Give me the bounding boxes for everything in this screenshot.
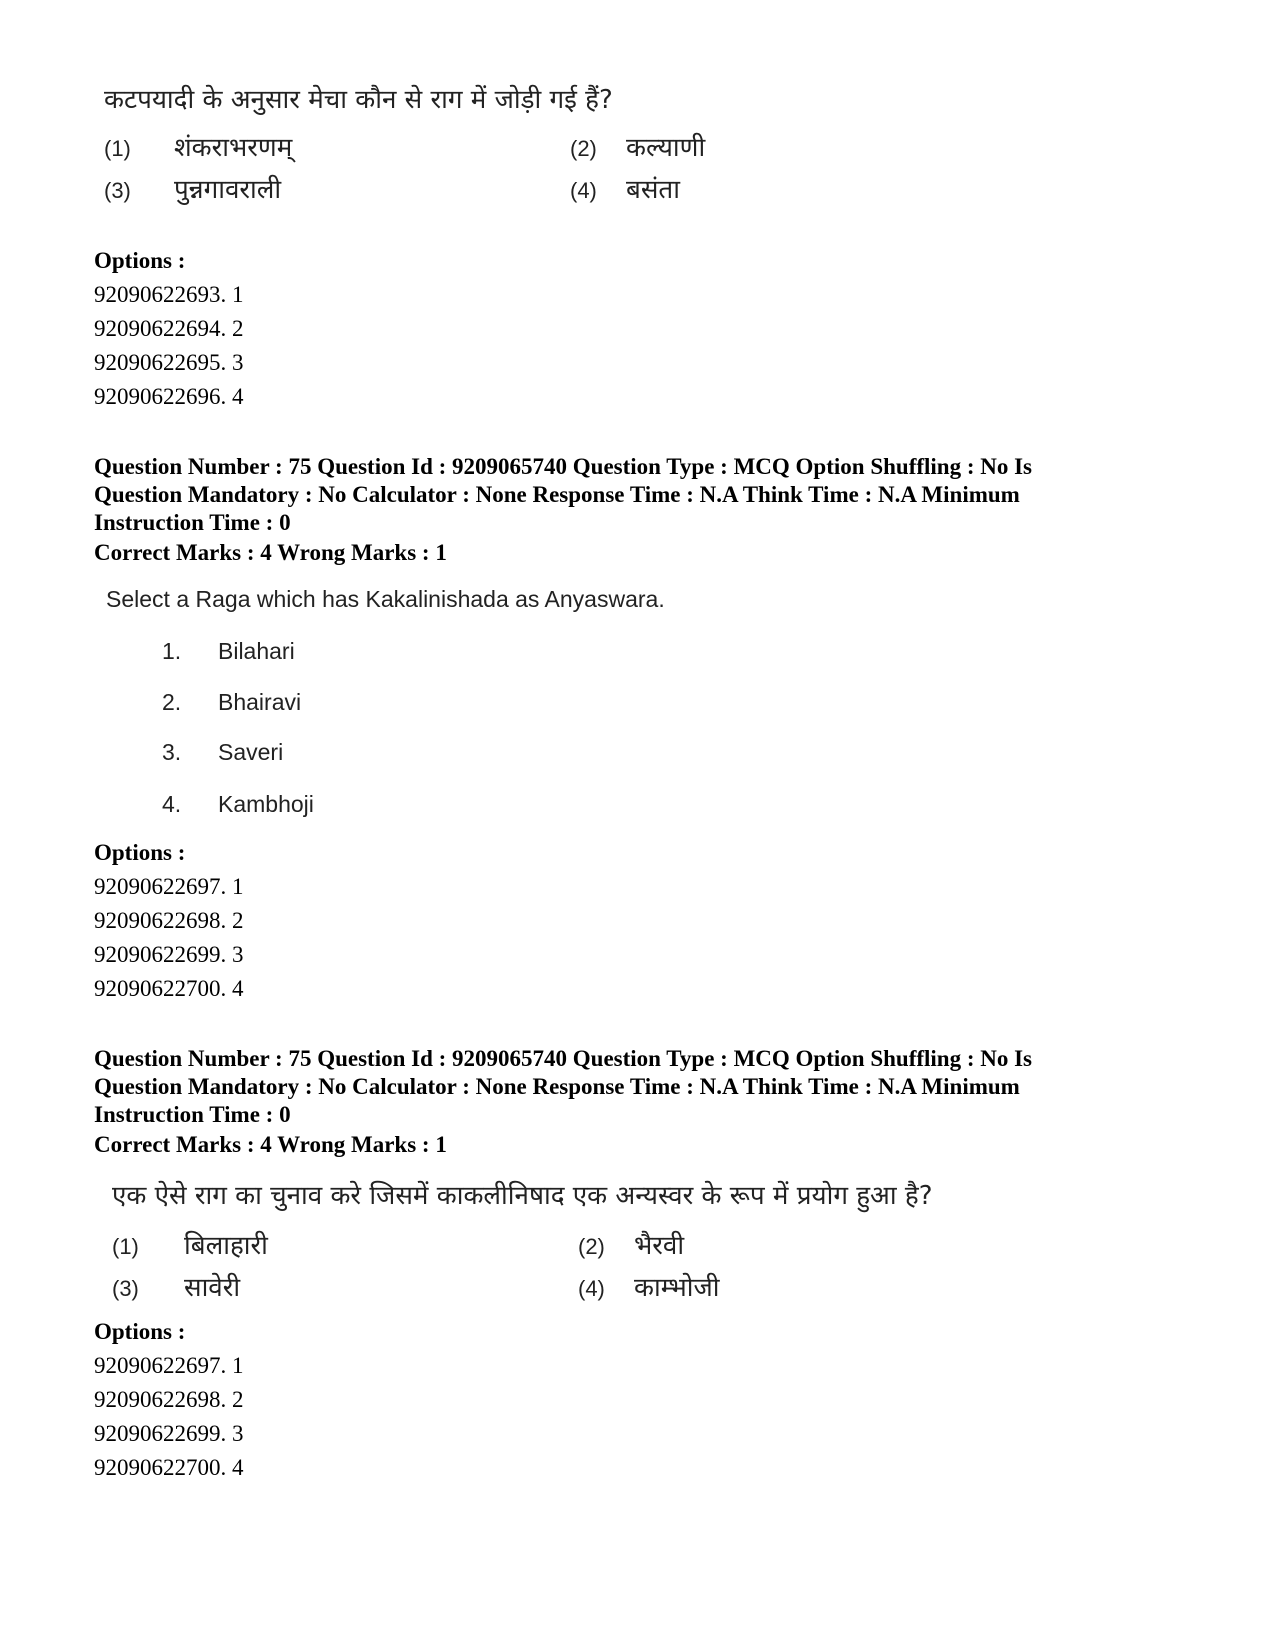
- option-line: 92090622700. 4: [94, 976, 244, 1001]
- choice-number: (1): [104, 136, 131, 161]
- marks-line: Correct Marks : 4 Wrong Marks : 1: [94, 1132, 447, 1157]
- choice-number: (4): [578, 1276, 605, 1301]
- meta-line: Question Mandatory : No Calculator : None Response Time : N.A Think Time : N.A Minimum: [94, 1074, 1020, 1099]
- option-line: 92090622696. 4: [94, 384, 244, 409]
- choice-text: Bilahari: [218, 638, 295, 664]
- option-line: 92090622699. 3: [94, 1421, 244, 1446]
- choice-number: (1): [112, 1234, 139, 1259]
- question-text-hindi: कटपयादी के अनुसार मेचा कौन से राग में जोड़ी गई हैं?: [104, 85, 613, 115]
- marks-line: Correct Marks : 4 Wrong Marks : 1: [94, 540, 447, 565]
- choice-text: Kambhoji: [218, 791, 314, 817]
- choice-text: सावेरी: [184, 1273, 241, 1303]
- choice-number: 4.: [162, 791, 182, 817]
- meta-line: Question Mandatory : No Calculator : None Response Time : N.A Think Time : N.A Minimum: [94, 482, 1020, 507]
- choice-number: 1.: [162, 638, 182, 664]
- option-line: 92090622698. 2: [94, 908, 244, 933]
- question-meta: [94, 453, 1032, 537]
- meta-line: Question Number : 75 Question Id : 9209065740 Question Type : MCQ Option Shuffling : No Is: [94, 1046, 1033, 1071]
- meta-line: Instruction Time : 0: [94, 510, 291, 535]
- options-list: [94, 1349, 244, 1485]
- option-line: 92090622699. 3: [94, 942, 244, 967]
- meta-line: Question Number : 75 Question Id : 9209065740 Question Type : MCQ Option Shuffling : No Is: [94, 454, 1033, 479]
- choice-number: (3): [104, 178, 131, 203]
- choice-text: काम्भोजी: [634, 1273, 720, 1303]
- choice-text: कल्याणी: [626, 133, 706, 163]
- option-line: 92090622700. 4: [94, 1455, 244, 1480]
- choice-number: (3): [112, 1276, 139, 1301]
- option-line: 92090622694. 2: [94, 316, 244, 341]
- choice-number: 3.: [162, 739, 182, 765]
- question-meta: [94, 1045, 1032, 1129]
- options-list: [94, 870, 244, 1006]
- meta-line: Instruction Time : 0: [94, 1102, 291, 1127]
- options-list: [94, 278, 244, 414]
- choice-text: शंकराभरणम्: [174, 133, 293, 163]
- choice-text: बसंता: [626, 175, 680, 205]
- options-label: Options :: [94, 1319, 186, 1344]
- choice-text: पुन्नगावराली: [174, 175, 282, 205]
- choice-text: Saveri: [218, 739, 284, 765]
- choice-text: Bhairavi: [218, 689, 302, 715]
- option-line: 92090622693. 1: [94, 282, 244, 307]
- option-line: 92090622697. 1: [94, 1353, 244, 1378]
- choice-number: (2): [570, 136, 597, 161]
- choice-number: 2.: [162, 689, 182, 715]
- option-line: 92090622697. 1: [94, 874, 244, 899]
- choice-text: बिलाहारी: [184, 1231, 268, 1261]
- choice-number: (4): [570, 178, 597, 203]
- option-line: 92090622698. 2: [94, 1387, 244, 1412]
- question-text-hindi: एक ऐसे राग का चुनाव करे जिसमें काकलीनिषाद एक अन्यस्वर के रूप में प्रयोग हुआ है?: [112, 1181, 933, 1211]
- options-label: Options :: [94, 840, 186, 865]
- options-label: Options :: [94, 248, 186, 273]
- option-line: 92090622695. 3: [94, 350, 244, 375]
- question-text-english: Select a Raga which has Kakalinishada as Anyaswara.: [106, 586, 665, 612]
- choice-text: भैरवी: [634, 1231, 685, 1261]
- choice-number: (2): [578, 1234, 605, 1259]
